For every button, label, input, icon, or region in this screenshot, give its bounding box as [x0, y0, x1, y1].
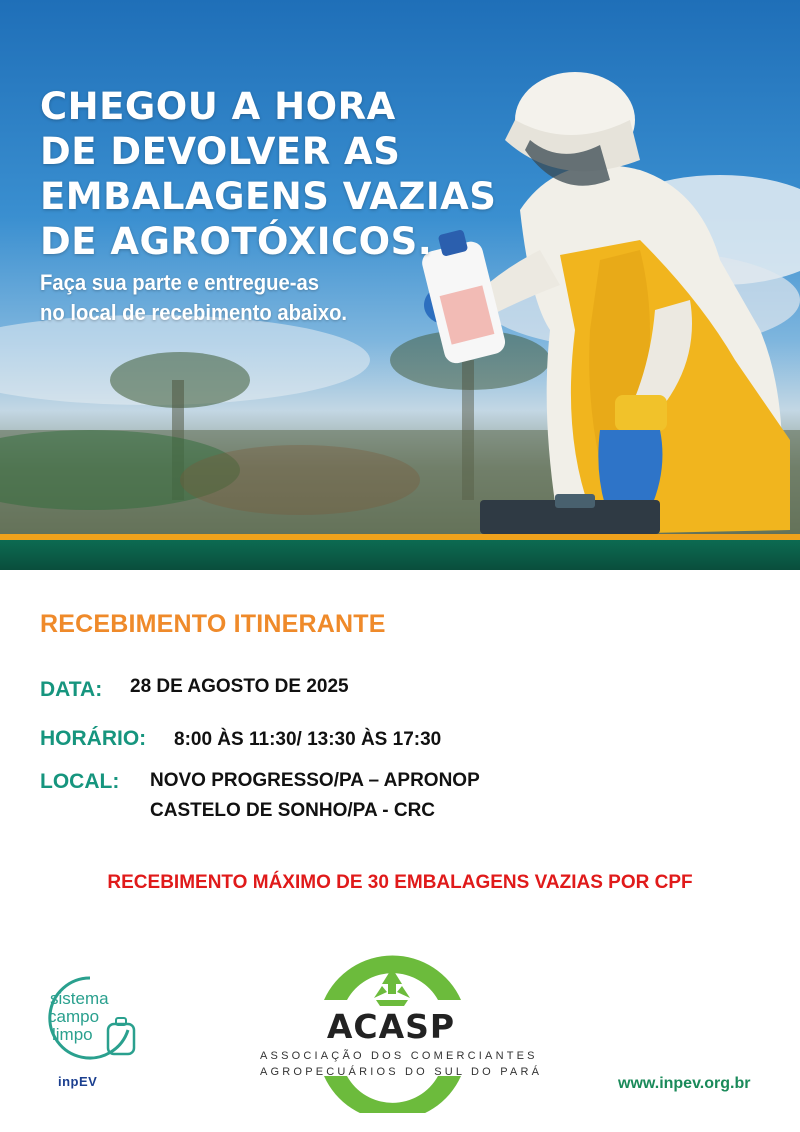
- scl-logo-word: sistema: [50, 989, 109, 1008]
- date-label: DATA:: [40, 678, 103, 701]
- acasp-name: ACASP: [326, 1007, 456, 1046]
- time-value: 8:00 ÀS 11:30/ 13:30 ÀS 17:30: [174, 729, 442, 750]
- headline-line: CHEGOU A HORA: [40, 85, 396, 128]
- inpev-logo: inpEV: [58, 1074, 98, 1089]
- sistema-campo-limpo-logo: [40, 972, 140, 1066]
- green-divider-stripe: [0, 540, 800, 570]
- acasp-subtitle-line: AGROPECUÁRIOS DO SUL DO PARÁ: [260, 1066, 543, 1078]
- headline: [40, 84, 496, 264]
- headline-line: EMBALAGENS VAZIAS: [40, 175, 497, 218]
- max-packages-warning: RECEBIMENTO MÁXIMO DE 30 EMBALAGENS VAZIAS POR CPF: [107, 872, 693, 893]
- subheadline: [40, 268, 374, 328]
- scl-logo-word: limpo: [52, 1025, 93, 1044]
- location-line: NOVO PROGRESSO/PA – APRONOP: [150, 770, 480, 791]
- acasp-subtitle-line: ASSOCIAÇÃO DOS COMERCIANTES: [260, 1050, 538, 1062]
- subheadline-line: no local de recebimento abaixo.: [40, 300, 348, 325]
- scl-logo-word: campo: [48, 1007, 100, 1026]
- section-title: RECEBIMENTO ITINERANTE: [40, 610, 386, 638]
- date-value: 28 DE AGOSTO DE 2025: [130, 676, 349, 697]
- subheadline-line: Faça sua parte e entregue-as: [40, 270, 319, 295]
- headline-line: DE DEVOLVER AS: [40, 130, 401, 173]
- location-line: CASTELO DE SONHO/PA - CRC: [150, 800, 436, 821]
- headline-line: DE AGROTÓXICOS.: [40, 220, 433, 263]
- website-link[interactable]: www.inpev.org.br: [618, 1075, 751, 1092]
- time-label: HORÁRIO:: [40, 727, 147, 750]
- location-label: LOCAL:: [40, 770, 120, 793]
